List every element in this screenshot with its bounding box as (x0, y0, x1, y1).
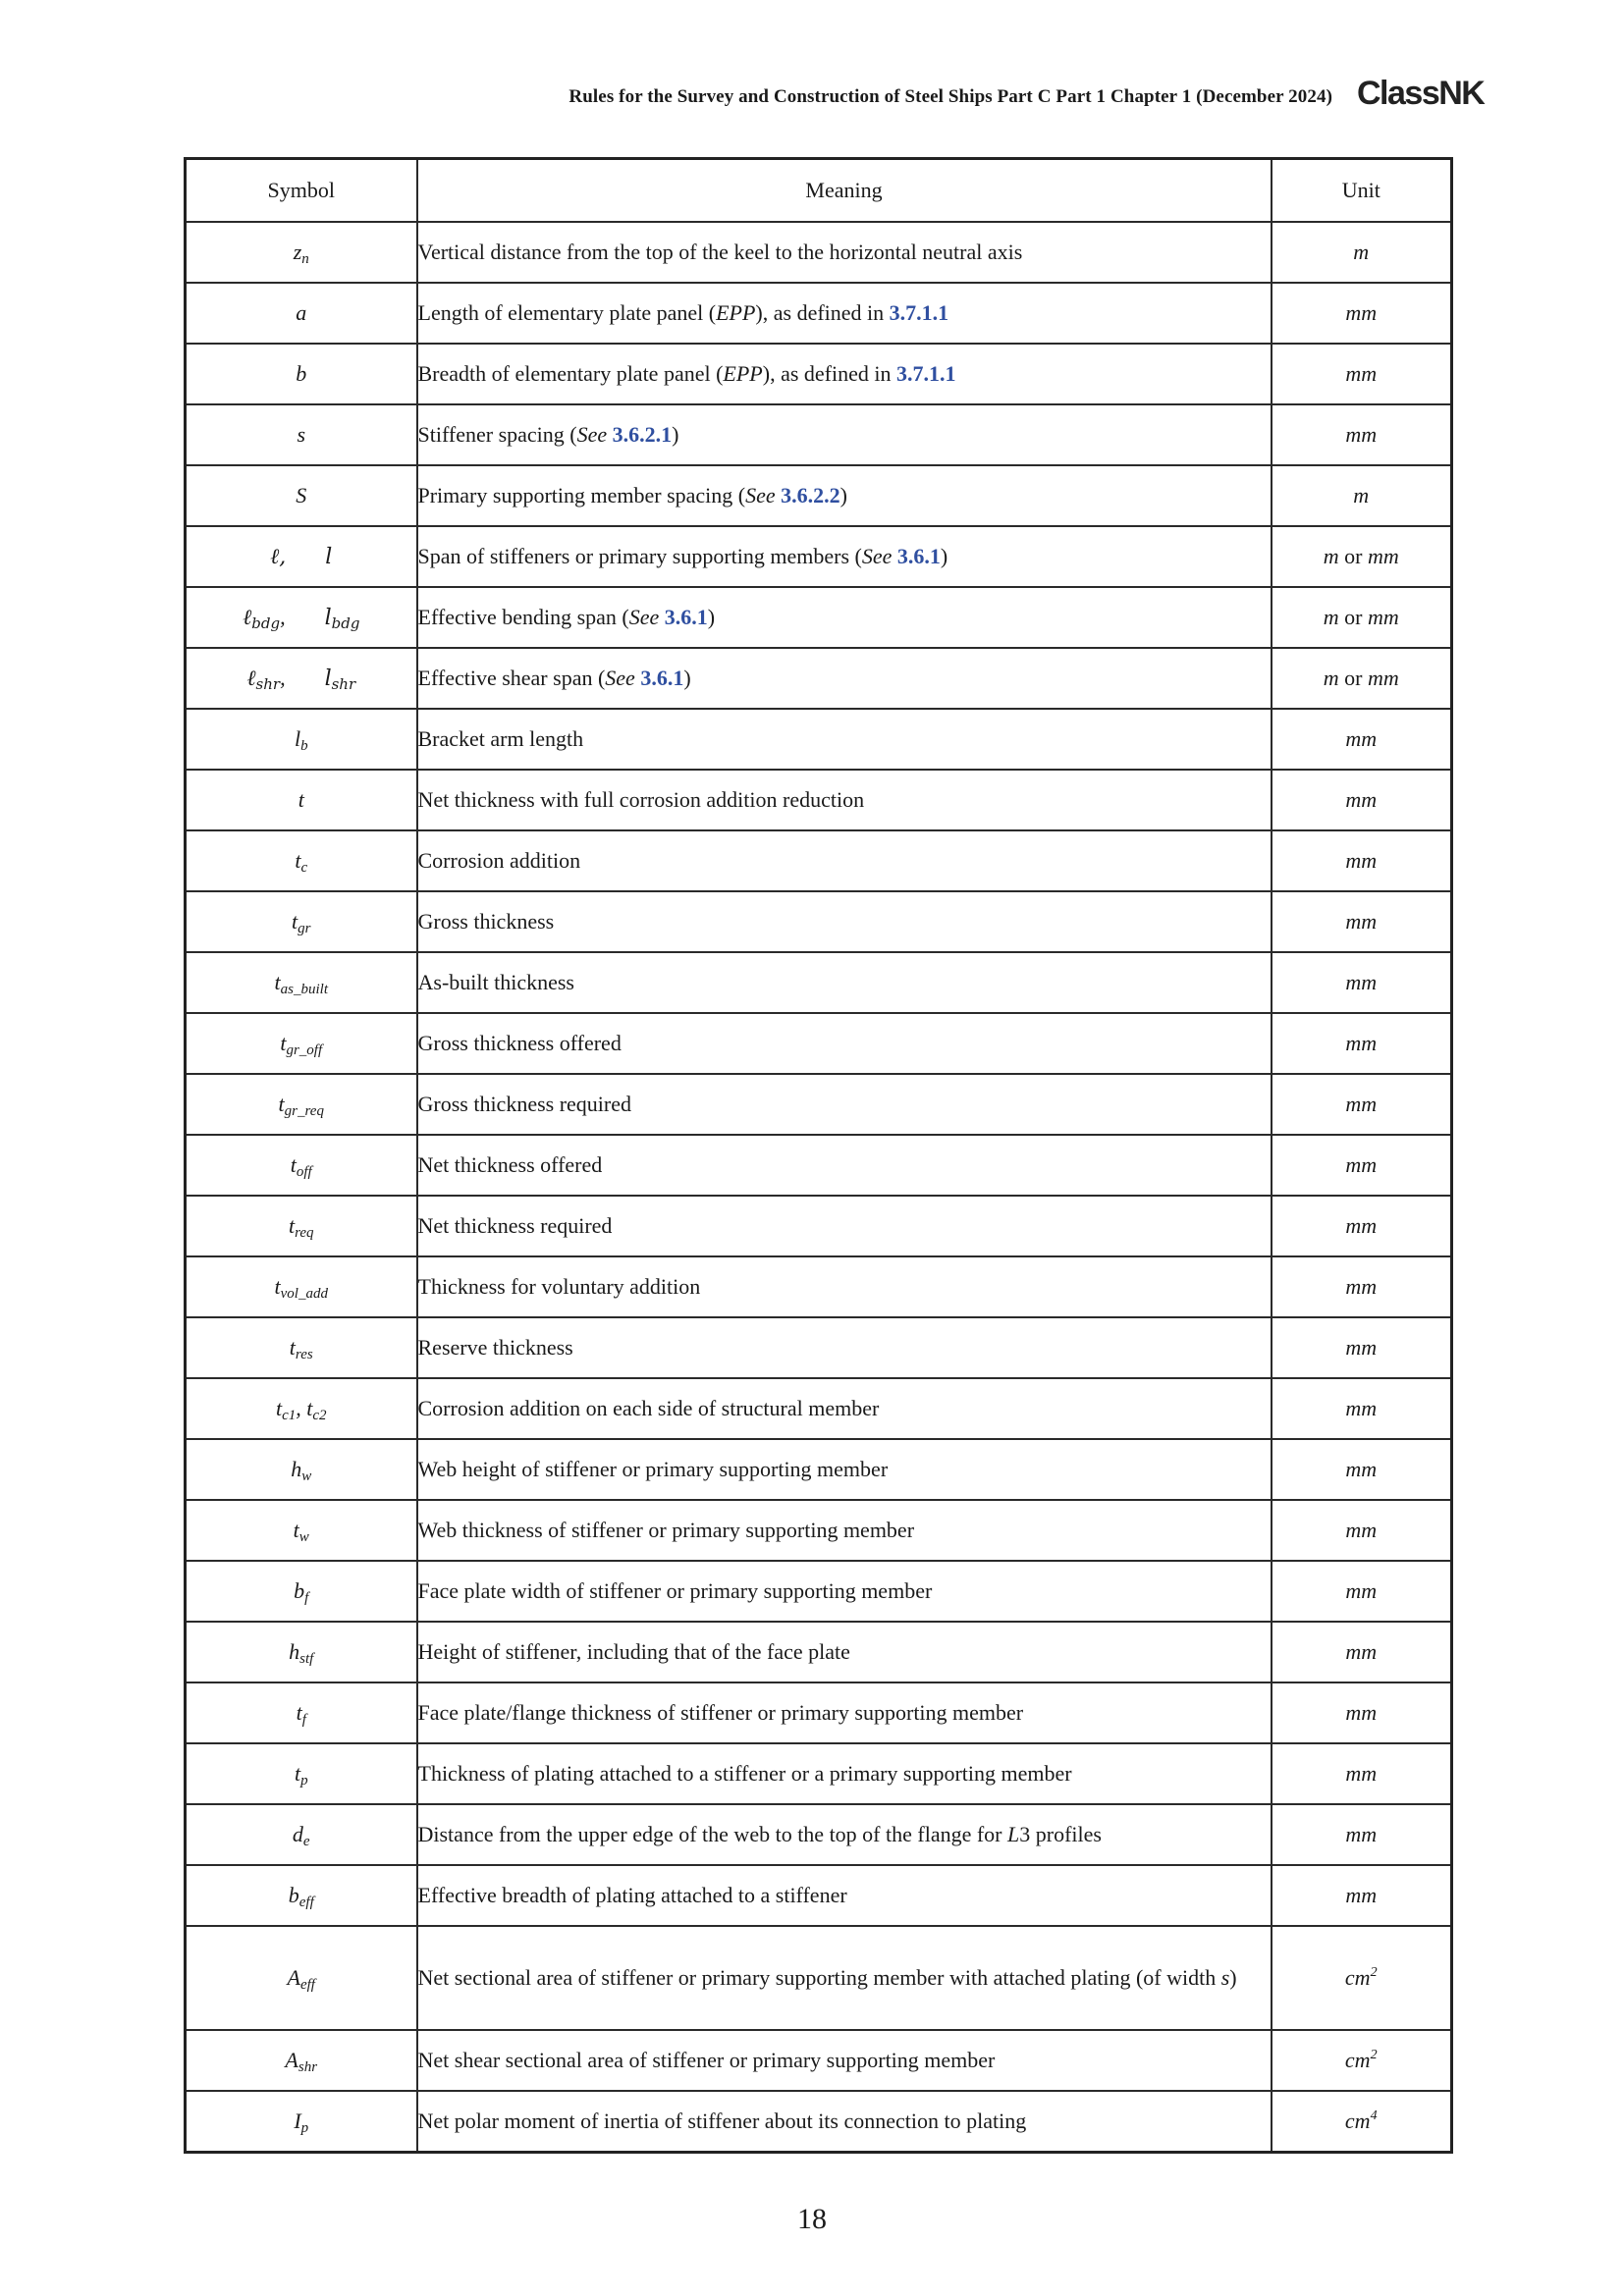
symbol-text: I (294, 2109, 301, 2133)
meaning-text: ) (683, 666, 691, 690)
unit-text: mm (1367, 544, 1399, 568)
unit-cell (1272, 1317, 1452, 1378)
table-row (186, 344, 1452, 404)
unit-cell (1272, 1865, 1452, 1926)
meaning-text: Span of stiffeners or primary supporting members ( (417, 544, 862, 568)
symbol-text: z (293, 240, 302, 264)
table-row (186, 526, 1452, 587)
symbol-text: l (324, 667, 332, 691)
cross-reference: 3.6.1 (664, 605, 708, 629)
symbol-cell (186, 1439, 417, 1500)
symbol-cell (186, 1743, 417, 1804)
unit-text: mm (1367, 605, 1399, 629)
table-row (186, 1926, 1452, 2030)
unit-cell (1272, 2030, 1452, 2091)
unit-cell (1272, 1013, 1452, 1074)
symbol-text: t (295, 848, 301, 873)
meaning-cell: Web thickness of stiffener or primary supporting member (417, 1500, 1272, 1561)
symbol-text: b (288, 1883, 299, 1907)
symbol-subscript: shr (331, 675, 356, 693)
symbol-cell (186, 526, 417, 587)
cross-reference: 3.6.1 (640, 666, 684, 690)
table-row (186, 1865, 1452, 1926)
unit-text: mm (1345, 1335, 1378, 1360)
meaning-cell (417, 1804, 1272, 1865)
meaning-cell: Thickness of plating attached to a stiffener or a primary supporting member (417, 1743, 1272, 1804)
symbol-text: ℓ, (270, 545, 287, 569)
meaning-text: Distance from the upper edge of the web to the top of the flange for (417, 1822, 1008, 1846)
cross-reference: 3.7.1.1 (895, 361, 956, 386)
symbol-subscript: as_built (280, 982, 328, 997)
table-row (186, 465, 1452, 526)
unit-text: m (1323, 605, 1339, 629)
symbol-text: a (296, 300, 307, 325)
symbol-subscript: c (300, 860, 308, 876)
unit-cell (1272, 830, 1452, 891)
symbol-text: l (325, 545, 333, 569)
unit-cell (1272, 1074, 1452, 1135)
meaning-emphasis: See (605, 666, 635, 690)
meaning-cell: Effective breadth of plating attached to a stiffener (417, 1865, 1272, 1926)
unit-text: m (1353, 240, 1370, 264)
table-row (186, 709, 1452, 770)
symbol-cell (186, 1196, 417, 1256)
meaning-cell: Face plate width of stiffener or primary supporting member (417, 1561, 1272, 1622)
table-row (186, 1135, 1452, 1196)
symbol-cell (186, 587, 417, 648)
unit-text: mm (1345, 848, 1378, 873)
symbol-cell (186, 344, 417, 404)
symbol-text: l (324, 606, 332, 630)
symbol-cell (186, 891, 417, 952)
unit-text: mm (1345, 787, 1378, 812)
unit-exponent: 2 (1370, 2048, 1378, 2062)
meaning-cell (417, 648, 1272, 709)
unit-cell (1272, 587, 1452, 648)
page-number: 18 (797, 2203, 827, 2235)
unit-text: mm (1345, 1700, 1378, 1725)
symbol-subscript: gr (298, 921, 311, 936)
symbol-subscript: shr (255, 675, 281, 693)
symbol-text: t (278, 1092, 285, 1116)
meaning-cell: Gross thickness offered (417, 1013, 1272, 1074)
unit-text: mm (1345, 1639, 1378, 1664)
meaning-emphasis: See (628, 605, 660, 629)
table-header-row (186, 159, 1452, 223)
unit-cell (1272, 1804, 1452, 1865)
symbol-cell (186, 1135, 417, 1196)
symbol-subscript: c2 (312, 1408, 327, 1423)
unit-cell (1272, 344, 1452, 404)
unit-cell (1272, 526, 1452, 587)
meaning-cell: Face plate/flange thickness of stiffener or primary supporting member (417, 1682, 1272, 1743)
unit-cell (1272, 465, 1452, 526)
unit-text: mm (1345, 1518, 1378, 1542)
unit-text: mm (1345, 422, 1378, 447)
unit-cell (1272, 1135, 1452, 1196)
cross-reference: 3.6.1 (896, 544, 941, 568)
symbol-cell (186, 1074, 417, 1135)
unit-text: m (1323, 544, 1339, 568)
table-row (186, 1500, 1452, 1561)
symbol-text: s (297, 422, 306, 447)
unit-text: mm (1345, 1822, 1378, 1846)
symbol-cell (186, 2091, 417, 2153)
table-row (186, 1378, 1452, 1439)
meaning-text: ) (1229, 1965, 1237, 1990)
unit-cell (1272, 1622, 1452, 1682)
unit-cell (1272, 648, 1452, 709)
meaning-cell (417, 526, 1272, 587)
cross-reference: 3.7.1.1 (889, 300, 949, 325)
unit-text: mm (1345, 1274, 1378, 1299)
unit-text: mm (1345, 1457, 1378, 1481)
unit-text: mm (1345, 1578, 1378, 1603)
symbol-separator: , (280, 605, 286, 629)
unit-or: or (1338, 544, 1368, 568)
symbol-subscript: p (300, 2120, 309, 2136)
symbol-subscript: p (300, 1773, 308, 1789)
symbol-cell (186, 830, 417, 891)
meaning-emphasis: EPP (716, 300, 756, 325)
unit-text: cm (1344, 2109, 1371, 2133)
symbol-cell (186, 465, 417, 526)
meaning-cell: Net thickness required (417, 1196, 1272, 1256)
symbol-text: t (293, 1518, 299, 1542)
table-row (186, 1622, 1452, 1682)
symbol-text: t (280, 1031, 287, 1055)
unit-text: mm (1345, 726, 1378, 751)
symbol-text: t (274, 970, 281, 994)
unit-cell (1272, 222, 1452, 283)
table-row (186, 2030, 1452, 2091)
unit-or: or (1338, 666, 1368, 690)
meaning-cell (417, 404, 1272, 465)
symbol-cell (186, 404, 417, 465)
meaning-text: Length of elementary plate panel ( (417, 300, 717, 325)
unit-cell (1272, 283, 1452, 344)
symbol-separator: , (296, 1396, 307, 1420)
unit-text: mm (1345, 970, 1378, 994)
symbol-subscript: gr_req (284, 1103, 324, 1119)
meaning-emphasis: See (576, 422, 608, 447)
table-row (186, 1804, 1452, 1865)
unit-text: mm (1345, 1396, 1378, 1420)
meaning-text: ) (940, 544, 948, 568)
symbol-subscript: res (295, 1347, 313, 1362)
meaning-cell: Corrosion addition on each side of structural member (417, 1378, 1272, 1439)
unit-text: cm (1344, 2048, 1371, 2072)
table-row (186, 952, 1452, 1013)
symbol-cell (186, 1256, 417, 1317)
table-row (186, 770, 1452, 830)
unit-cell (1272, 2091, 1452, 2153)
symbol-cell (186, 1682, 417, 1743)
table-row (186, 222, 1452, 283)
symbol-subscript: gr_off (286, 1042, 323, 1058)
unit-text: mm (1345, 361, 1378, 386)
symbol-subscript: vol_add (280, 1286, 328, 1302)
meaning-cell: Web height of stiffener or primary supporting member (417, 1439, 1272, 1500)
meaning-cell: Net shear sectional area of stiffener or primary supporting member (417, 2030, 1272, 2091)
symbol-subscript: e (302, 1834, 310, 1849)
table-row (186, 1317, 1452, 1378)
symbol-text: t (292, 909, 298, 934)
symbol-subscript: stf (299, 1651, 314, 1667)
symbol-subscript: eff (299, 1977, 315, 1993)
symbol-cell (186, 1500, 417, 1561)
unit-text: m (1353, 483, 1370, 507)
unit-text: mm (1345, 1761, 1378, 1786)
meaning-cell: Corrosion addition (417, 830, 1272, 891)
unit-text: m (1323, 666, 1339, 690)
unit-cell (1272, 1196, 1452, 1256)
unit-cell (1272, 1926, 1452, 2030)
unit-text: mm (1367, 666, 1399, 690)
unit-cell (1272, 1256, 1452, 1317)
unit-text: cm (1344, 1965, 1371, 1990)
unit-cell (1272, 1682, 1452, 1743)
unit-exponent: 4 (1370, 2109, 1378, 2123)
unit-text: mm (1345, 1152, 1378, 1177)
meaning-text: Effective bending span ( (417, 605, 629, 629)
meaning-cell: As-built thickness (417, 952, 1272, 1013)
unit-text: mm (1345, 1213, 1378, 1238)
symbol-subscript: f (304, 1590, 309, 1606)
cross-reference: 3.6.2.2 (781, 483, 840, 507)
meaning-cell (417, 344, 1272, 404)
table-row (186, 1439, 1452, 1500)
symbol-cell (186, 283, 417, 344)
meaning-cell (417, 587, 1272, 648)
unit-cell (1272, 709, 1452, 770)
table-row (186, 1196, 1452, 1256)
symbol-cell (186, 222, 417, 283)
symbol-cell (186, 770, 417, 830)
symbol-subscript: req (295, 1225, 314, 1241)
unit-or: or (1338, 605, 1368, 629)
meaning-text: 3 profiles (1019, 1822, 1102, 1846)
table-row (186, 1074, 1452, 1135)
table-row (186, 404, 1452, 465)
symbol-text: t (290, 1152, 297, 1177)
symbol-subscript: w (298, 1529, 309, 1545)
table-row (186, 1682, 1452, 1743)
symbol-text: t (288, 1213, 296, 1238)
symbol-separator: , (280, 666, 286, 690)
meaning-text: ), as defined in (755, 300, 890, 325)
symbol-subscript: f (301, 1712, 306, 1728)
column-header-symbol: Symbol (186, 159, 417, 223)
unit-cell (1272, 1378, 1452, 1439)
table-row (186, 283, 1452, 344)
meaning-emphasis: See (861, 544, 893, 568)
symbol-text: h (291, 1457, 302, 1481)
symbol-subscript: bdg (331, 614, 360, 632)
classnk-logo: ClassNK (1357, 75, 1485, 112)
symbol-text: t (294, 1761, 301, 1786)
table-row (186, 2091, 1452, 2153)
symbol-subscript: shr (298, 2059, 318, 2075)
table-row (186, 648, 1452, 709)
unit-text: mm (1345, 1092, 1378, 1116)
meaning-cell: Thickness for voluntary addition (417, 1256, 1272, 1317)
unit-cell (1272, 1743, 1452, 1804)
symbol-cell (186, 1622, 417, 1682)
meaning-cell: Reserve thickness (417, 1317, 1272, 1378)
meaning-emphasis: s (1220, 1965, 1230, 1990)
table-row (186, 891, 1452, 952)
symbol-subscript: c1 (282, 1408, 297, 1423)
symbol-cell (186, 952, 417, 1013)
symbol-text: t (306, 1396, 313, 1420)
symbol-text: t (296, 1700, 302, 1725)
table-row (186, 587, 1452, 648)
unit-text: mm (1345, 1883, 1378, 1907)
table-row (186, 1743, 1452, 1804)
meaning-cell (417, 283, 1272, 344)
symbol-text: l (294, 726, 301, 751)
unit-cell (1272, 1439, 1452, 1500)
column-header-unit: Unit (1272, 159, 1452, 223)
symbol-subscript: off (296, 1164, 312, 1180)
symbol-text: t (289, 1335, 296, 1360)
symbol-text: b (294, 1578, 305, 1603)
meaning-emphasis: L (1007, 1822, 1020, 1846)
symbol-text: ℓ (246, 667, 256, 691)
symbol-text: A (287, 1965, 300, 1990)
meaning-text: ), as defined in (762, 361, 896, 386)
meaning-cell: Gross thickness required (417, 1074, 1272, 1135)
symbol-cell (186, 1317, 417, 1378)
meaning-cell: Net thickness with full corrosion addition reduction (417, 770, 1272, 830)
meaning-emphasis: EPP (723, 361, 763, 386)
meaning-text: ) (707, 605, 716, 629)
meaning-text: Breadth of elementary plate panel ( (417, 361, 724, 386)
meaning-text: Effective shear span ( (417, 666, 606, 690)
meaning-cell (417, 465, 1272, 526)
meaning-text: Stiffener spacing ( (417, 422, 577, 447)
table-body (186, 222, 1452, 2153)
meaning-cell: Gross thickness (417, 891, 1272, 952)
symbol-text: t (298, 787, 304, 812)
symbol-text: t (274, 1274, 281, 1299)
table-row (186, 1256, 1452, 1317)
symbol-subscript: eff (298, 1895, 314, 1910)
symbol-text: ℓ (243, 606, 252, 630)
unit-text: mm (1345, 1031, 1378, 1055)
symbol-text: t (275, 1396, 283, 1420)
meaning-text: Primary supporting member spacing ( (417, 483, 746, 507)
symbol-cell (186, 648, 417, 709)
unit-text: mm (1345, 909, 1378, 934)
symbol-cell (186, 1804, 417, 1865)
symbol-cell (186, 1013, 417, 1074)
cross-reference: 3.6.2.1 (612, 422, 673, 447)
symbol-subscript: bdg (251, 614, 281, 632)
symbol-subscript: b (300, 738, 308, 754)
table-row (186, 1561, 1452, 1622)
symbol-subscript: w (301, 1468, 312, 1484)
unit-cell (1272, 1561, 1452, 1622)
unit-cell (1272, 770, 1452, 830)
symbol-cell (186, 1378, 417, 1439)
meaning-text: ) (672, 422, 679, 447)
meaning-cell: Net polar moment of inertia of stiffener about its connection to plating (417, 2091, 1272, 2153)
unit-cell (1272, 404, 1452, 465)
symbol-subscript: n (301, 251, 309, 267)
table-row (186, 1013, 1452, 1074)
symbol-text: A (285, 2048, 298, 2072)
unit-text: mm (1345, 300, 1378, 325)
meaning-text: ) (839, 483, 847, 507)
symbol-cell (186, 709, 417, 770)
symbol-text: S (296, 483, 307, 507)
symbols-table (184, 157, 1453, 2154)
column-header-meaning: Meaning (417, 159, 1272, 223)
meaning-cell: Net thickness offered (417, 1135, 1272, 1196)
meaning-emphasis: See (745, 483, 776, 507)
meaning-cell (417, 1926, 1272, 2030)
unit-cell (1272, 952, 1452, 1013)
meaning-text: Net sectional area of stiffener or primary supporting member with attached plating (of width (417, 1965, 1221, 1990)
meaning-cell: Height of stiffener, including that of the face plate (417, 1622, 1272, 1682)
unit-cell (1272, 1500, 1452, 1561)
symbol-cell (186, 1561, 417, 1622)
meaning-cell: Bracket arm length (417, 709, 1272, 770)
document-header: Rules for the Survey and Construction of Steel Ships Part C Part 1 Chapter 1 (December 2024) (568, 86, 1332, 107)
meaning-cell: Vertical distance from the top of the keel to the horizontal neutral axis (417, 222, 1272, 283)
symbol-cell (186, 1926, 417, 2030)
symbol-text: d (292, 1822, 303, 1846)
unit-cell (1272, 891, 1452, 952)
symbol-text: b (296, 361, 307, 386)
symbol-text: h (289, 1639, 300, 1664)
symbol-cell (186, 2030, 417, 2091)
unit-exponent: 2 (1370, 1965, 1378, 1980)
symbol-cell (186, 1865, 417, 1926)
table-row (186, 830, 1452, 891)
